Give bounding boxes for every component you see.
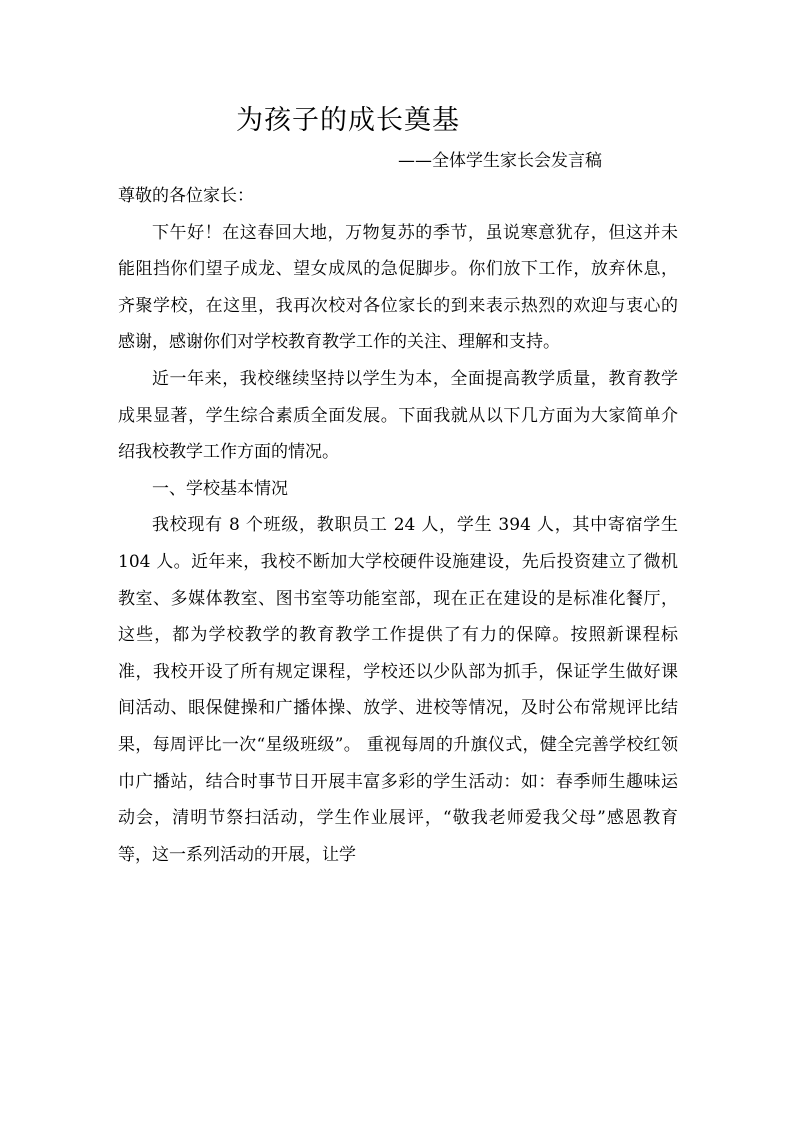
document-subtitle: ——全体学生家长会发言稿	[398, 151, 602, 171]
document-body	[118, 178, 678, 873]
paragraph-greeting: 下午好！在这春回大地，万物复苏的季节，虽说寒意犹存，但这并未能阻挡你们望子成龙、望女成凤的急促脚步。你们放下工作，放弃休息，齐聚学校，在这里，我再次校对各位家长的到来表示热烈的欢迎与衷心的感谢，感谢你们对学校教育教学工作的关注、理解和支持。	[118, 222, 678, 353]
document-title: 为孩子的成长奠基	[236, 105, 460, 136]
section-heading-school-basics: 一、学校基本情况	[152, 478, 288, 499]
paragraph-school-basics: 我校现有 8 个班级，教职员工 24 人，学生 394 人，其中寄宿学生 104 人。近年来，我校不断加大学校硬件设施建设，先后投资建立了微机教室、多媒体教室、图书室等功能室部，现在正在建设的是标准化餐厅，这些，都为学校教学的教育教学工作提供了有力的保障。按照新课程标准，我校开设了所有规定课程，学校还以少队部为抓手，保证学生做好课间活动、眼保健操和广播体操、放学、进校等情况，及时公布常规评比结果，每周评比一次“星级班级”。 重视每周的升旗仪式，健全完善学校红领巾广播站，结合时事节日开展丰富多彩的学生活动：如：春季师生趣味运动会，清明节祭扫活动，学生作业展评，“敬我老师爱我父母”感恩教育等，这一系列活动的开展，让学	[118, 515, 678, 865]
salutation: 尊敬的各位家长：	[118, 186, 254, 206]
paragraph-overview: 近一年来，我校继续坚持以学生为本，全面提高教学质量，教育教学成果显著，学生综合素质全面发展。下面我就从以下几方面为大家简单介绍我校教学工作方面的情况。	[118, 368, 678, 463]
